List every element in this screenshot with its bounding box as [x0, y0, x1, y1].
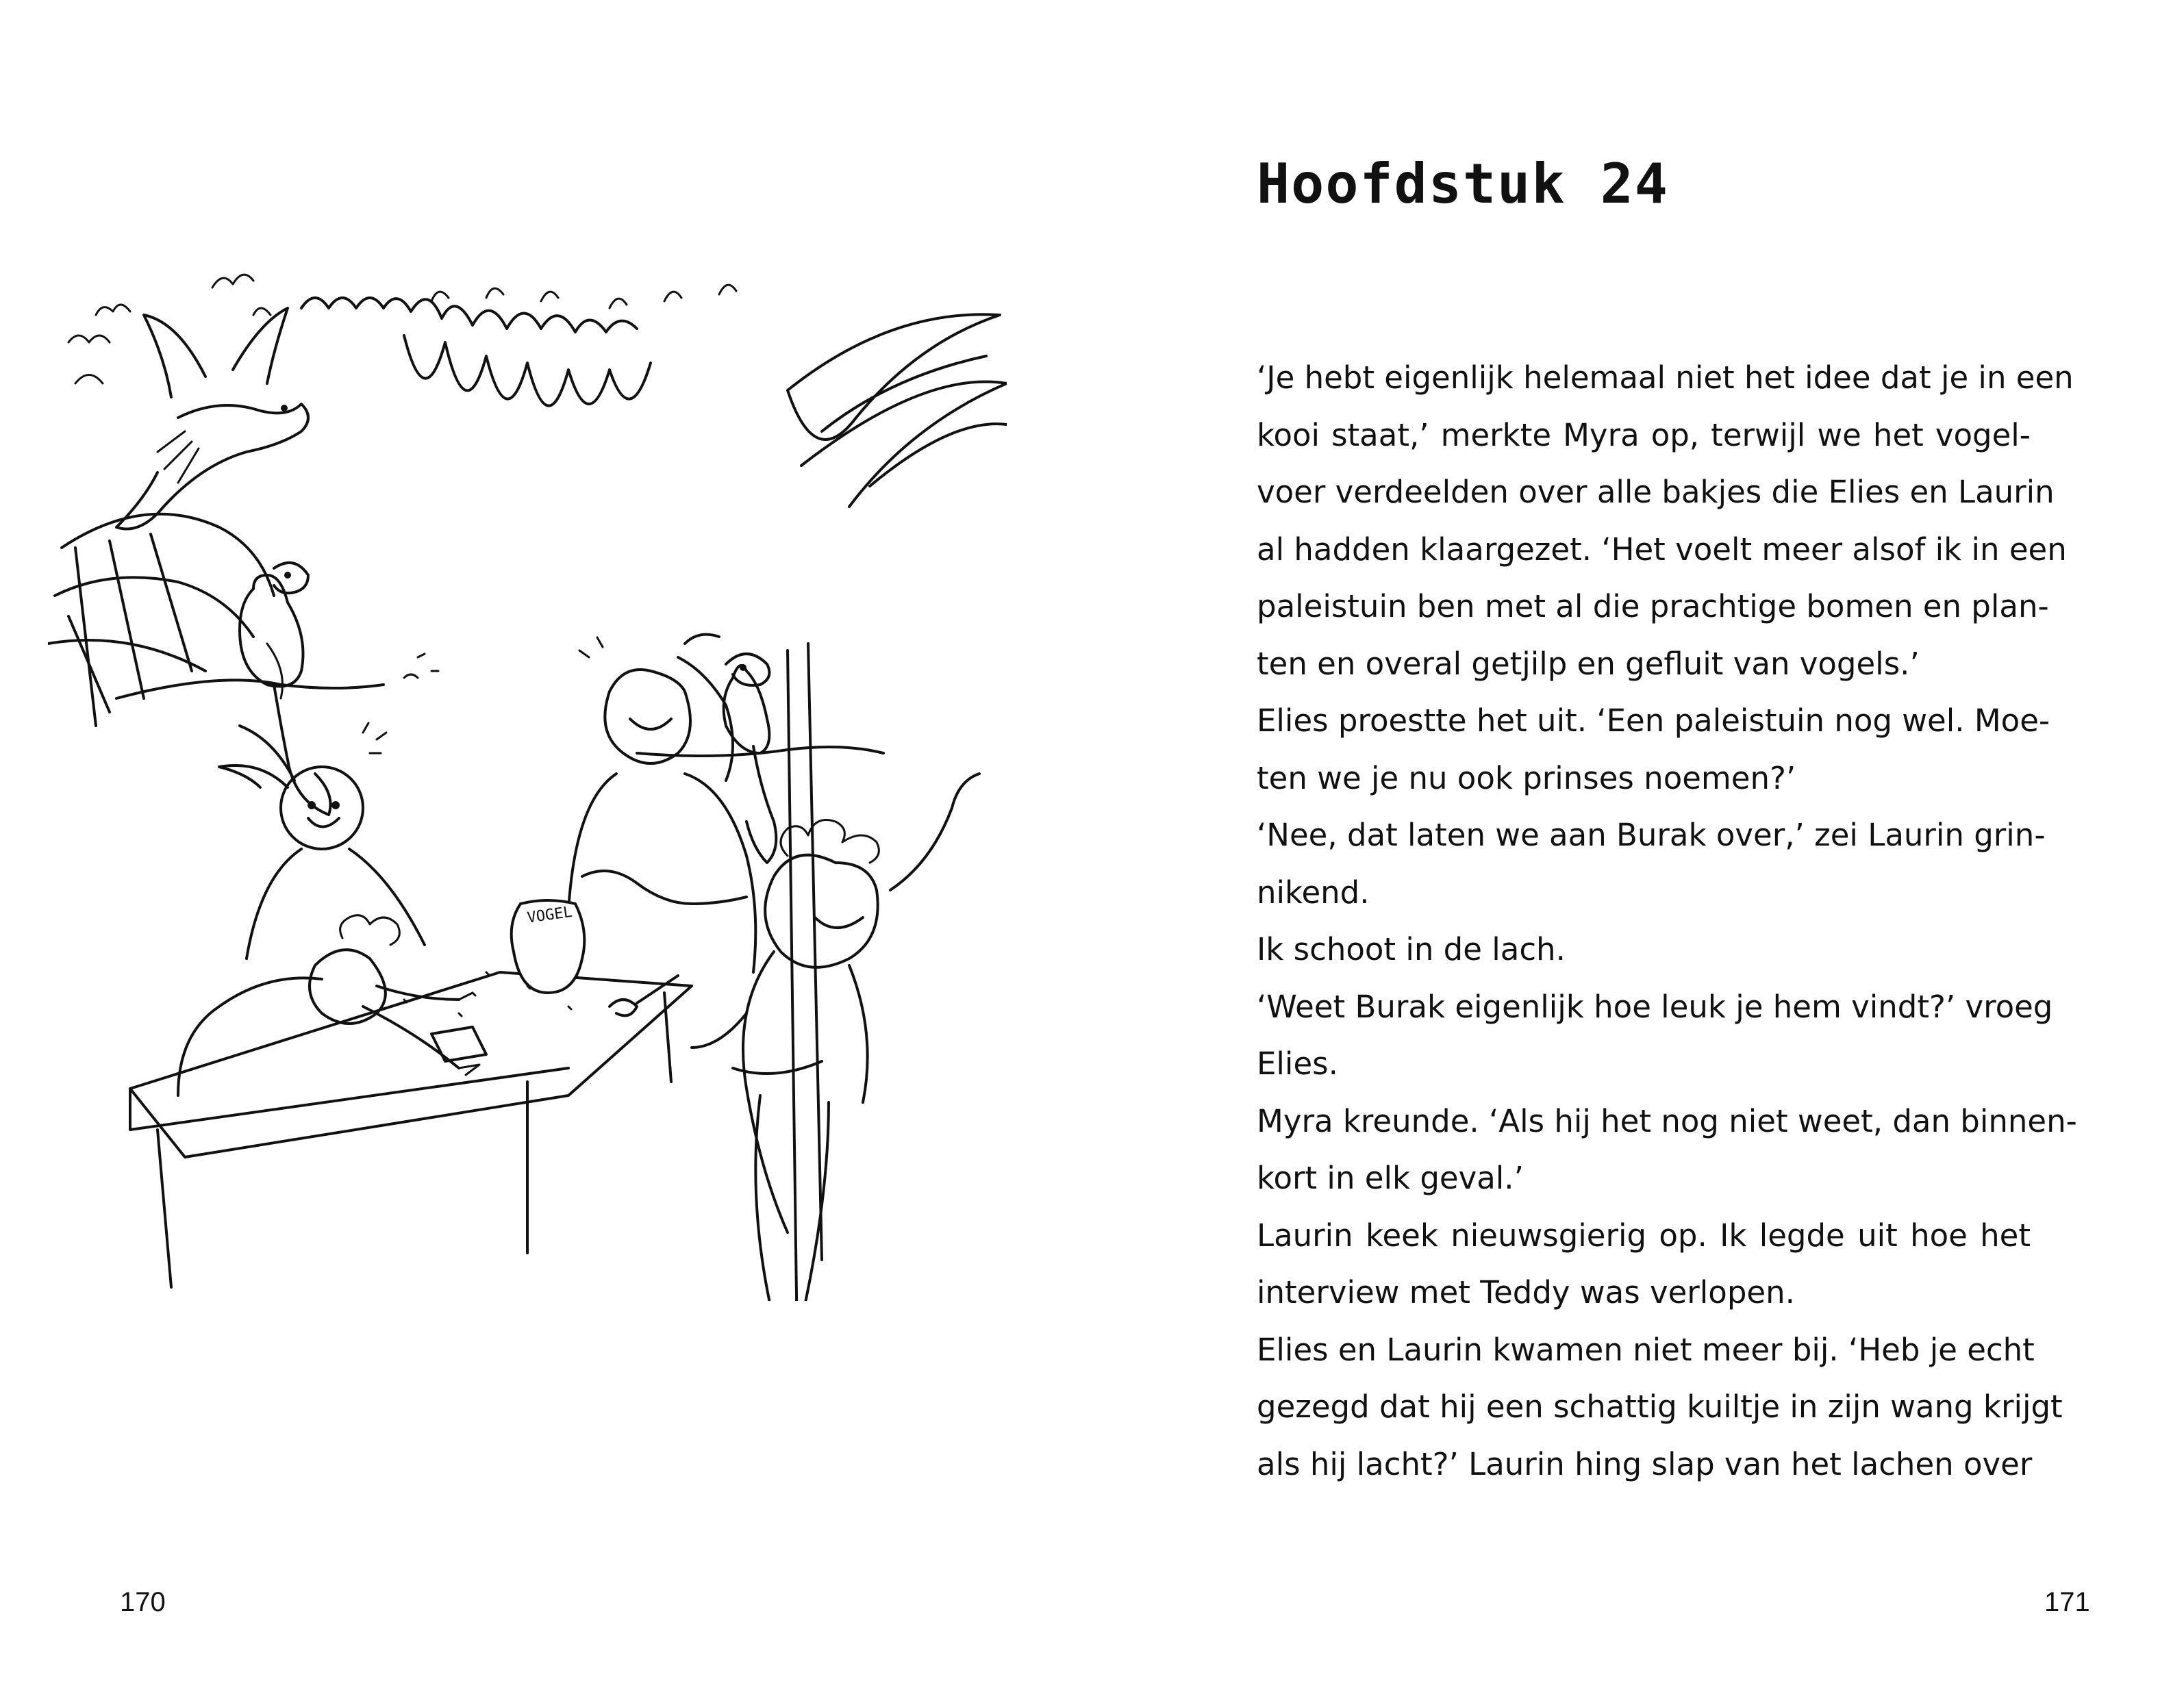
girl-ponytail: [219, 723, 425, 959]
text-line: ten en overal getjilp en gefluit van vogels.’: [1257, 645, 1920, 682]
text-line: als hij lacht?’ Laurin hing slap van het lachen over: [1257, 1445, 2033, 1482]
text-line: Laurin keek nieuwsgierig op. Ik legde uit hoe het: [1257, 1217, 2031, 1254]
text-line: Elies en Laurin kwamen niet meer bij. ‘Heb je echt: [1257, 1331, 2035, 1368]
page-number: 171: [2044, 1587, 2090, 1617]
bird-seed-bag-label: VOGEL: [526, 903, 574, 927]
text-line: gezegd dat hij een schattig kuiltje in zijn wang krijgt: [1257, 1389, 2063, 1425]
text-line: Ik schoot in de lach.: [1257, 931, 1566, 967]
text-line: ‘Je hebt eigenlijk helemaal niet het idee dat je in een: [1257, 359, 2074, 396]
text-line: ten we je nu ook prinses noemen?’: [1257, 759, 1796, 796]
table: [130, 900, 692, 1287]
illustration-girls-laughing-in-aviary: [48, 260, 1007, 1301]
text-line: ‘Weet Burak eigenlijk hoe leuk je hem vindt?’ vroeg: [1257, 988, 2053, 1025]
text-line: nikend.: [1257, 874, 1370, 911]
leaves-right: [788, 314, 1007, 507]
parrot-perched-left: [116, 563, 438, 815]
text-line: paleistuin ben met al die prachtige bomen en plan-: [1257, 588, 2049, 624]
text-line: voer verdeelden over alle bakjes die Elies en Laurin: [1257, 474, 2055, 510]
text-line: Myra kreunde. ‘Als hij het nog niet weet, dan binnen-: [1257, 1102, 2077, 1139]
text-line: ‘Nee, dat laten we aan Burak over,’ zei Laurin grin-: [1257, 817, 2046, 853]
text-line: kort in elk geval.’: [1257, 1160, 1524, 1196]
chapter-title: Hoofdstuk 24: [1257, 152, 1669, 216]
text-line: Elies proestte het uit. ‘Een paleistuin nog wel. Moe-: [1257, 702, 2050, 739]
parrot-flying: [116, 308, 308, 529]
text-line: al hadden klaargezet. ‘Het voelt meer alsof ik in een: [1257, 531, 2067, 568]
text-line: kooi staat,’ merkte Myra op, terwijl we het vogel-: [1257, 416, 2031, 453]
page-number: 170: [120, 1587, 166, 1617]
right-page: [1092, 0, 2184, 1698]
girl-curly-arms-up: [692, 774, 979, 1301]
chapter-body-text: [1257, 349, 2077, 1493]
text-line: interview met Teddy was verlopen.: [1257, 1274, 1795, 1310]
text-line: Elies.: [1257, 1046, 1338, 1082]
